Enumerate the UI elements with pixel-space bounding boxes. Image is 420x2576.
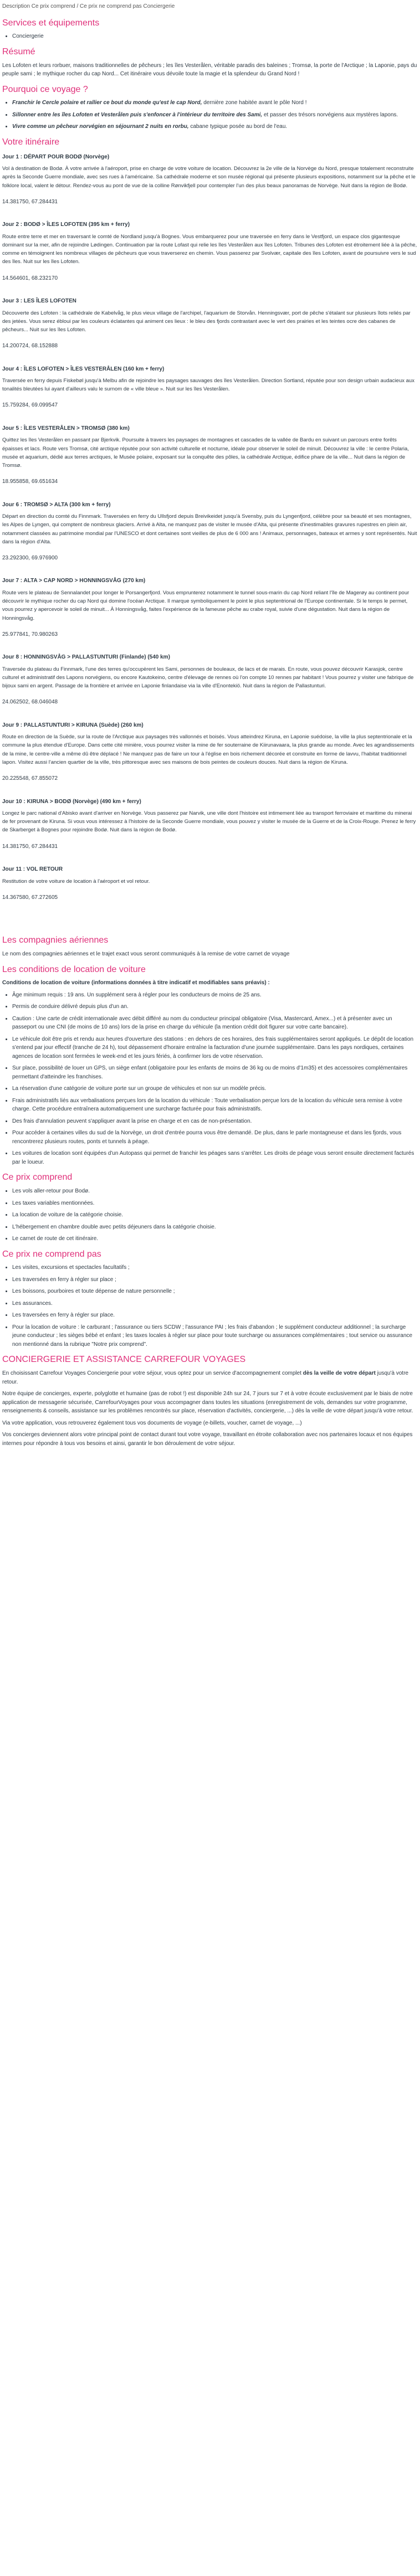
list-item: • Pour la location de voiture : le carburant ; l'assurance ou tiers SCDW ; l'assurance PAI ; les frais d'abandon ; le supplément conducteur additionnel ; la surcharge jeune conducteur ; les sièges bébé et enfant ; les taxes locales à régler sur place pour toute surcharge ou assurances complémentaires ; tout service ou assurance non mentionné dans la rubrique "Notre prix comprend". xyxy=(12,1323,418,1349)
day-title: Jour 8 : HONNINGSVÅG > PALLASTUNTURI (Finlande) (540 km) xyxy=(2,654,170,661)
day-title: Jour 3 : LES ÎLES LOFOTEN xyxy=(2,298,76,304)
airlines-text: Le nom des compagnies aériennes et le trajet exact vous seront communiqués à la remise de votre carnet de voyage xyxy=(2,951,290,958)
list-item: • Frais administratifs liés aux verbalisations perçues lors de la location du véhicule : Toute verbalisation perçue lors de la location du véhicule sera remise à votre charge. Cette procédure entraînera automatiquement une surcharge facturée pour frais administratifs. xyxy=(12,1097,418,1114)
why-title: Pourquoi ce voyage ? xyxy=(2,84,88,94)
day-coordinates: 14.381750, 67.284431 xyxy=(2,843,58,850)
list-item-text: cabane typique posée au bord de l'eau. xyxy=(188,124,288,130)
day-coordinates: 23.292300, 69.976900 xyxy=(2,554,58,561)
rental-list xyxy=(2,991,418,1167)
day-coordinates: 18.955858, 69.651634 xyxy=(2,479,58,485)
day-description: Traversée en ferry depuis Fiskebøl jusqu'à Melbu afin de rejoindre les paysages sauvages des îles Vesterålen. Direction Sortland, réputée pour son design urbain audacieux aux tonalités bleutées lui ayant d'ailleurs valu le surnom de « ville bleue ». Nuit sur les îles Vesterålen. xyxy=(2,378,414,393)
list-item: • Pour accéder à certaines villes du sud de la Norvège, un droit d'entrée pourra vous être demandé. De plus, dans le parle montagneuse et dans les fjords, vous rencontrerez plusieurs routes, ponts et tunnels à péage. xyxy=(12,1129,418,1146)
day-title: Jour 7 : ALTA > CAP NORD > HONNINGSVÅG (270 km) xyxy=(2,578,146,584)
day-coordinates: 15.759284, 69.099547 xyxy=(2,402,58,409)
list-item: • L'hébergement en chambre double avec petits déjeuners dans la catégorie choisie. xyxy=(12,1223,418,1232)
day-description: Départ en direction du comté du Finnmark. Traversées en ferry du Ullsfjord depuis Breivikeidet jusqu'à Svensby, puis du Lyngenfjord, célèbre pour sa beauté et ses montagnes, les Alpes de Lyngen, qui comptent de nombreux glaciers. Arrivé à Alta, ne manquez pas de visiter le musée d'Alta, qui présente d'inestimables gravures rupestres en plein air, notamment classées au patrimoine mondial par l'UNESCO et dont certaines sont vieilles de plus de 6 000 ans ! Animaux, personnages, bateaux et armes y sont représentés. Nuit dans la région d'Alta. xyxy=(2,513,417,545)
day-description: Route en direction de la Suède, sur la route de l'Arctique aux paysages très vallonnés et boisés. Vous atteindrez Kiruna, en Laponie suédoise, la ville la plus septentrionale et la commune la plus étendue d'Europe. Dans cette cité minière, vous pourrez visiter la mine de fer souterraine de Kiirunavaara, la plus grande au monde. Avec les agrandissements de la mine, le centre-ville a même dû être déplacé ! Ne manquez pas de faire un tour à l'église en bois richement décorée et construite en forme de lavvu, l'habitat traditionnel lapon. Visitez aussi l'ancien quartier de la ville, très pittoresque avec ses maisons de bois peintes de couleurs douces. Nuit dans la région de Kiruna. xyxy=(2,734,414,765)
rental-intro: Conditions de location de voiture (informations données à titre indicatif et modifiables sans préavis) : xyxy=(2,980,270,986)
day-title: Jour 11 : VOL RETOUR xyxy=(2,866,63,873)
breadcrumb: Description Ce prix comprend / Ce prix ne comprend pas Conciergerie xyxy=(2,3,175,9)
day-description: Découverte des Lofoten : la cathédrale de Kabelvåg, le plus vieux village de l'archipel, l'aquarium de Storvån. Henningsvær, port de pêche s'étalant sur plusieurs îlots reliés par des jetées. Vous serez ébloui par les couleurs éclatantes qui animent ces lieux : le bleu des fjords contrastant avec le vert des prairies et les teintes ocre des cabanes de pêcheurs... Nuit sur les îles Lofoten. xyxy=(2,310,411,333)
day-description: Route entre terre et mer en traversant le comté de Nordland jusqu'à Bognes. Vous embarquerez pour une traversée en ferry dans le Vestfjord, un espace clos gigantesque dominant sur la mer, afin de rejoindre Lødingen. Continuation par la route Lofast qui relie les îles Vesterålen aux îles Lofoten. Tribunes des Lofoten est étroitement liée à la pêche, comme en témoignent les nombreux villages de pêcheurs que vous traverserez en chemin. Vous passerez par Svolvær, capitale des îles Lofoten, avant de poursuivre vers le sud des îles. Nuit sur les îles Lofoten. xyxy=(2,233,417,265)
concierge-text: En choisissant Carrefour Voyages Conciergerie pour votre séjour, vous optez pour un service d'accompagnement complet xyxy=(2,1370,303,1377)
day-description: Longez le parc national d'Abisko avant d'arriver en Norvège. Vous passerez par Narvik, une ville dont l'histoire est intimement liée au transport ferroviaire et maritime du minerai de fer provenant de Kiruna. Si vous vous intéressez à l'histoire de la Seconde Guerre mondiale, vous pouvez y visiter le musée de la Guerre et de la Croix-Rouge. Prenez le ferry de Skarberget à Bognes pour rejoindre Bodø. Nuit dans la région de Bodø. xyxy=(2,810,416,834)
day-description: Restitution de votre voiture de location à l'aéroport et vol retour. xyxy=(2,878,150,885)
concierge-paragraph: Via votre application, vous retrouverez également tous vos documents de voyage (e-billets, voucher, carnet de voyage, ...) xyxy=(2,1420,302,1426)
concierge-highlight: dès la veille de votre départ xyxy=(303,1370,376,1377)
day-coordinates: 14.367580, 67.272605 xyxy=(2,894,58,901)
includes-title: Ce prix comprend xyxy=(2,1173,73,1182)
day-coordinates: 24.062502, 68.046048 xyxy=(2,699,58,706)
list-item-highlight: Vivre comme un pêcheur norvégien en séjournant 2 nuits en rorbu, xyxy=(12,124,189,130)
list-item: • Âge minimum requis : 19 ans. Un supplément sera à régler pour les conducteurs de moins de 25 ans. xyxy=(12,991,418,1000)
concierge-paragraph: Notre équipe de concierges, experte, polyglotte et humaine (pas de robot !) est disponible 24h sur 24, 7 jours sur 7 et à votre écoute exclusivement par le biais de notre application de messagerie sécurisée, CarrefourVoyages pour vous accompagner dans toutes les situations (enregistrement de vols, demandes sur votre programme, renseignements & conseils, assistance sur les problèmes rencontrés sur place, réservation d'activités, conciergerie, ...) dès la veille de votre départ jusqu'à votre retour. xyxy=(2,1391,413,1415)
day-description: Vol à destination de Bodø. À votre arrivée à l'aéroport, prise en charge de votre voiture de location. Découvrez la 2e ville de la Norvège du Nord, presque totalement reconstruite après la Seconde Guerre mondiale, avec ses rues à l'américaine. Sa cathédrale moderne et son musée régional qui présente plusieurs expositions, notamment sur la pêche et le folklore local, valent le détour. Rendez-vous au pont de vue de la colline Rønvikfjell pour contempler l'un des plus beaux panoramas de Norvège. Nuit dans la région de Bodø. xyxy=(2,166,416,189)
list-item: • Les voitures de location sont équipées d'un Autopass qui permet de franchir les péages sans s'arrêter. Les droits de péage vous seront ensuite directement facturés par le loueur. xyxy=(12,1149,418,1166)
concierge-title: CONCIERGERIE ET ASSISTANCE CARREFOUR VOYAGES xyxy=(2,1355,246,1365)
list-item xyxy=(12,99,418,107)
list-item: • Les vols aller-retour pour Bodø. xyxy=(12,1187,418,1196)
services-title: Services et équipements xyxy=(2,18,100,28)
day-coordinates: 20.225548, 67.855072 xyxy=(2,775,58,781)
airlines-title: Les compagnies aériennes xyxy=(2,935,109,945)
list-item: • Les traversées en ferry à régler sur place. xyxy=(12,1311,418,1320)
day-coordinates: 14.564601, 68.232170 xyxy=(2,275,58,281)
list-item: • Le carnet de route de cet itinéraire. xyxy=(12,1235,418,1243)
summary-text: Les Lofoten et leurs rorbuer, maisons traditionnelles de pêcheurs ; les îles Vesterålen, véritable paradis des baleines ; Tromsø, la porte de l'Arctique ; la Laponie, pays du peuple sami ; le mythique rocher du cap Nord... Cet itinéraire vous dévoile toute la magie et la splendeur du Grand Nord ! xyxy=(2,62,417,78)
concierge-text: jusqu'à votre retour. xyxy=(2,1370,409,1385)
day-title: Jour 2 : BODØ > ÎLES LOFOTEN (395 km + ferry) xyxy=(2,222,130,228)
list-item: • Les visites, excursions et spectacles facultatifs ; xyxy=(12,1263,418,1272)
itinerary-days xyxy=(2,153,418,902)
excludes-title: Ce prix ne comprend pas xyxy=(2,1249,101,1259)
day-coordinates: 14.200724, 68.152888 xyxy=(2,343,58,349)
itinerary-title: Votre itinéraire xyxy=(2,137,60,147)
list-item: • La location de voiture de la catégorie choisie. xyxy=(12,1211,418,1220)
day-description: Route vers le plateau de Sennalandet pour longer le Porsangerfjord. Vous emprunterez notamment le tunnel sous-marin du cap Nord reliant l'île de Magerøy au continent pour découvrir le mythique rocher du cap Nord qui domine l'océan Arctique. Il marque symboliquement le point le plus septentrional de l'Europe continentale. Si le temps le permet, vous pourrez y apercevoir le soleil de minuit... À Honningsvåg, faites l'expérience de la fameuse pêche au crabe royal, suivie d'une dégustation. Nuit dans la région de Honningsvåg. xyxy=(2,589,409,621)
concierge-paragraph: Vos concierges deviennent alors votre principal point de contact durant tout votre voyage, travaillant en étroite collaboration avec nos partenaires locaux et nos équipes internes pour répondre à tous vos besoins et ainsi, garantir le bon déroulement de votre séjour. xyxy=(2,1432,413,1447)
day-coordinates: 25.977841, 70.980263 xyxy=(2,631,58,637)
list-item: • Les boissons, pourboires et toute dépense de nature personnelle ; xyxy=(12,1287,418,1296)
list-item: • Caution : Une carte de crédit internationale avec débit différé au nom du conducteur principal obligatoire (Visa, Mastercard, Amex...) et à présenter avec un passeport ou une CNI (de moins de 10 ans) lors de la prise en charge du véhicule (la mention crédit doit figurer sur votre carte bancaire). xyxy=(12,1015,418,1032)
day-description: Quittez les îles Vesterålen en passant par Bjerkvik. Poursuite à travers les paysages de montagnes et cascades de la vallée de Bardu en suivant un parcours entre forêts épaisses et lacs. Route vers Tromsø, cité arctique réputée pour son activité culturelle et nocturne, idéale pour observer le soleil de minuit. Découvrez la ville : le centre Polaria, musée et aquarium, dédié aux terres arctiques, le Musée polaire, exposant sur la conquête des pôles, la cathédrale Arctique, édifice phare de la ville... Nuit dans la région de Tromsø. xyxy=(2,437,409,469)
services-list xyxy=(2,32,418,41)
day-coordinates: 14.381750, 67.284431 xyxy=(2,198,58,205)
list-item: • Les taxes variables mentionnées. xyxy=(12,1199,418,1208)
list-item: • Permis de conduire délivré depuis plus d'un an. xyxy=(12,1002,418,1011)
list-item: • Sur place, possibilité de louer un GPS, un siège enfant (obligatoire pour les enfants de moins de 36 kg ou de moins d'1m35) et des accessoires complémentaires permettant d'atteindre les franchises. xyxy=(12,1064,418,1081)
day-title: Jour 4 : ÎLES LOFOTEN > ÎLES VESTERÅLEN (160 km + ferry) xyxy=(2,366,165,372)
excludes-list xyxy=(2,1263,418,1349)
rental-title: Les conditions de location de voiture xyxy=(2,964,146,974)
list-item xyxy=(12,111,418,120)
why-list xyxy=(2,99,418,131)
summary-title: Résumé xyxy=(2,47,35,56)
list-item: • Des frais d'annulation peuvent s'appliquer avant la prise en charge et en cas de non-présentation. xyxy=(12,1117,418,1126)
day-title: Jour 1 : DÉPART POUR BODØ (Norvège) xyxy=(2,153,110,160)
list-item: • Les assurances. xyxy=(12,1299,418,1308)
day-title: Jour 10 : KIRUNA > BODØ (Norvège) (490 km + ferry) xyxy=(2,798,141,805)
day-description: Traversée du plateau du Finnmark, l'une des terres qu'occupèrent les Sami, personnes de bouleaux, de lacs et de marais. En route, vous pouvez découvrir Karasjok, centre culturel et administratif des Lapons norvégiens, ou encore Kautokeino, centre d'élevage de rennes où l'on compte 10 rennes par habitant ! Vous pourrez y visiter une fabrique de bijoux sami en argent. Passage de la frontière et arrivée en Laponie finlandaise via la ville d'Enontekiö. Nuit dans la région de Pallastunturi. xyxy=(2,666,414,690)
list-item-highlight: Sillonner entre les îles Lofoten et Vesterålen puis s'enfoncer à l'intérieur du territoire des Sami, xyxy=(12,111,263,118)
day-title: Jour 9 : PALLASTUNTURI > KIRUNA (Suède) (260 km) xyxy=(2,722,144,728)
includes-list xyxy=(2,1187,418,1243)
list-item: • Conciergerie xyxy=(12,32,418,41)
list-item: • La réservation d'une catégorie de voiture porte sur un groupe de véhicules et non sur un modèle précis. xyxy=(12,1084,418,1093)
list-item-text: et passer des trésors norvégiens aux mystères lapons. xyxy=(262,111,398,118)
list-item-highlight: Franchir le Cercle polaire et rallier ce bout du monde qu'est le cap Nord, xyxy=(12,100,202,106)
day-title: Jour 5 : ÎLES VESTERÅLEN > TROMSØ (380 km) xyxy=(2,425,130,431)
list-item: • Le véhicule doit être pris et rendu aux heures d'ouverture des stations : en dehors de ces horaires, des frais supplémentaires seront appliqués. Le dépôt de location s'entend par jour effectif (tranche de 24 h), tout dépassement d'horaire entraîne la facturation d'une journée supplémentaire. Dans les pays nordiques, certaines agences de location sont fermées le week-end et les jours fériés, à confirmer lors de votre réservation. xyxy=(12,1035,418,1061)
concierge-paragraph xyxy=(2,1369,418,1386)
day-title: Jour 6 : TROMSØ > ALTA (300 km + ferry) xyxy=(2,501,111,508)
list-item: • Les traversées en ferry à régler sur place ; xyxy=(12,1276,418,1284)
list-item-text: dernière zone habitée avant le pôle Nord ! xyxy=(202,100,307,106)
list-item xyxy=(12,122,418,131)
